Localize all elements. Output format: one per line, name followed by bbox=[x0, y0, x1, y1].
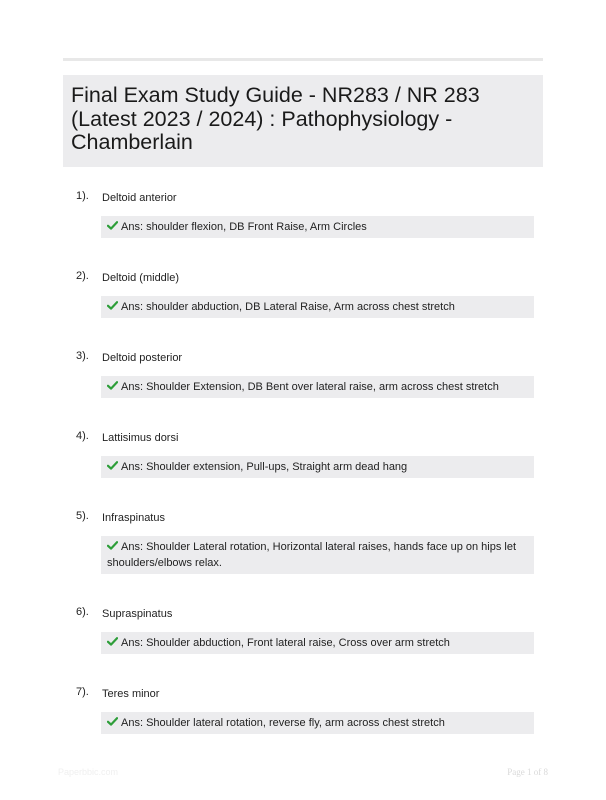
footer-watermark: Paperbbic.com bbox=[58, 767, 119, 777]
title-banner bbox=[63, 75, 543, 167]
answer-box bbox=[101, 216, 534, 238]
question-text: Deltoid posterior bbox=[102, 352, 183, 364]
question-number: 7). bbox=[76, 686, 89, 698]
top-divider bbox=[63, 58, 543, 61]
answer-box bbox=[101, 456, 534, 478]
question-text: Deltoid (middle) bbox=[102, 272, 180, 284]
question-number: 3). bbox=[76, 350, 89, 362]
page-number: Page 1 of 8 bbox=[507, 767, 548, 777]
answer-box bbox=[101, 712, 534, 734]
question-text: Deltoid anterior bbox=[102, 192, 177, 204]
page-title: Final Exam Study Guide - NR283 / NR 283 (Latest 2023 / 2024) : Pathophysiology - Chamberlain bbox=[71, 83, 480, 154]
question-text: Supraspinatus bbox=[102, 608, 173, 620]
answer-text: Ans: Shoulder abduction, Front lateral raise, Cross over arm stretch bbox=[121, 637, 450, 649]
answer-text: Ans: Shoulder Lateral rotation, Horizontal lateral raises, hands face up on hips let shoulders/elbows relax. bbox=[107, 541, 517, 569]
answer-box bbox=[101, 536, 534, 574]
question-number: 2). bbox=[76, 270, 89, 282]
list-item bbox=[63, 269, 543, 318]
list-item bbox=[63, 605, 543, 654]
checkmark-icon bbox=[107, 460, 118, 471]
answer-text: Ans: Shoulder Extension, DB Bent over lateral raise, arm across chest stretch bbox=[121, 381, 499, 393]
answer-text: Ans: Shoulder lateral rotation, reverse fly, arm across chest stretch bbox=[121, 717, 445, 729]
answer-box bbox=[101, 632, 534, 654]
checkmark-icon bbox=[107, 716, 118, 727]
question-list bbox=[63, 189, 543, 765]
answer-box bbox=[101, 376, 534, 398]
checkmark-icon bbox=[107, 220, 118, 231]
list-item bbox=[63, 509, 543, 574]
question-number: 4). bbox=[76, 430, 89, 442]
answer-box bbox=[101, 296, 534, 318]
checkmark-icon bbox=[107, 300, 118, 311]
answer-text: Ans: shoulder flexion, DB Front Raise, Arm Circles bbox=[121, 221, 367, 233]
checkmark-icon bbox=[107, 540, 118, 551]
list-item bbox=[63, 349, 543, 398]
question-text: Infraspinatus bbox=[102, 512, 165, 524]
checkmark-icon bbox=[107, 380, 118, 391]
question-number: 5). bbox=[76, 510, 89, 522]
answer-text: Ans: Shoulder extension, Pull-ups, Straight arm dead hang bbox=[121, 461, 408, 473]
list-item bbox=[63, 189, 543, 238]
question-number: 1). bbox=[76, 190, 89, 202]
checkmark-icon bbox=[107, 636, 118, 647]
list-item bbox=[63, 685, 543, 734]
answer-text: Ans: shoulder abduction, DB Lateral Raise, Arm across chest stretch bbox=[121, 301, 455, 313]
question-number: 6). bbox=[76, 606, 89, 618]
question-text: Teres minor bbox=[102, 688, 160, 700]
question-text: Lattisimus dorsi bbox=[102, 432, 179, 444]
list-item bbox=[63, 429, 543, 478]
